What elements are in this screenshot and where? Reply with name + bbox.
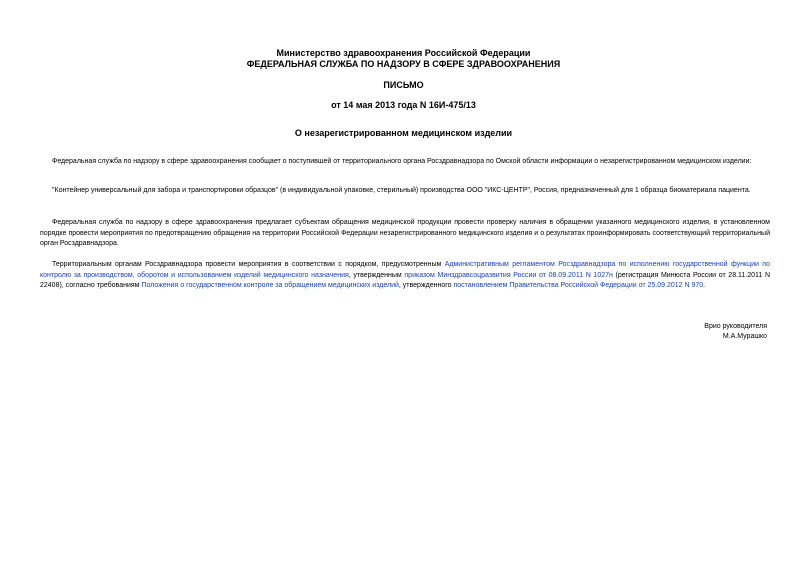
service-name: ФЕДЕРАЛЬНАЯ СЛУЖБА ПО НАДЗОРУ В СФЕРЕ ЗДРАВООХРАНЕНИЯ <box>246 59 561 69</box>
paragraph-4-text-5: . <box>703 282 706 289</box>
paragraph-4-text-2: , утвержденным <box>348 271 405 279</box>
government-decree-link[interactable]: постановлением Правительства Российской Федерации от 25.09.2012 N 970 <box>453 282 704 289</box>
ministry-name: Министерство здравоохранения Российской Федерации <box>276 48 531 58</box>
paragraph-1: Федеральная служба по надзору в сфере здравоохранения сообщает о поступившей от территориального органа Росздравнадзора по Омской области информации о незарегистрированном медицинском изделии: <box>52 158 752 165</box>
order-link[interactable]: приказом Минздравсоцразвития России от 08.09.2011 N 1027н <box>404 271 613 279</box>
document-subject: О незарегистрированном медицинском изделии <box>294 128 513 138</box>
paragraph-2: "Контейнер универсальный для забора и транспортировки образцов" (в индивидуальной упаковке, стерильный) производства ООО "ИКС-ЦЕНТР", Россия, предназначенный для 1 образца биоматериала пациента. <box>52 187 751 194</box>
regulation-position-link[interactable]: Положения о государственном контроле за обращением медицинских изделий <box>141 282 399 289</box>
paragraph-4-text-3: (регистрация Минюста России от 28.11.2011 N 22408), согласно требованиям <box>40 271 770 289</box>
signature-name: М.А.Мурашко <box>722 333 767 340</box>
document-type: ПИСЬМО <box>383 80 424 90</box>
admin-regulation-link[interactable]: Административным регламентом Росздравнадзора по исполнению государственной функции по контролю за производством, оборотом и использованием изделий медицинского назначения <box>40 261 770 279</box>
paragraph-4 <box>40 260 770 292</box>
document-date-number: от 14 мая 2013 года N 16И-475/13 <box>331 100 476 110</box>
paragraph-4-text-4: , утвержденного <box>398 282 454 289</box>
signature-position: Врио руководителя <box>704 323 767 330</box>
paragraph-4-text-1: Территориальным органам Росздравнадзора провести мероприятия в соответствии с порядком, предусмотренным <box>52 261 445 268</box>
paragraph-3: Федеральная служба по надзору в сфере здравоохранения предлагает субъектам обращения медицинской продукции провести проверку наличия в обращении указанного медицинского изделия, в установленном порядке провести мероприятия по предотвращению обращения на территории Российской Федерации незарегистрированного медицинского изделия и о результатах проинформировать соответствующий территориальный орган Росздравнадзора. <box>40 219 770 247</box>
